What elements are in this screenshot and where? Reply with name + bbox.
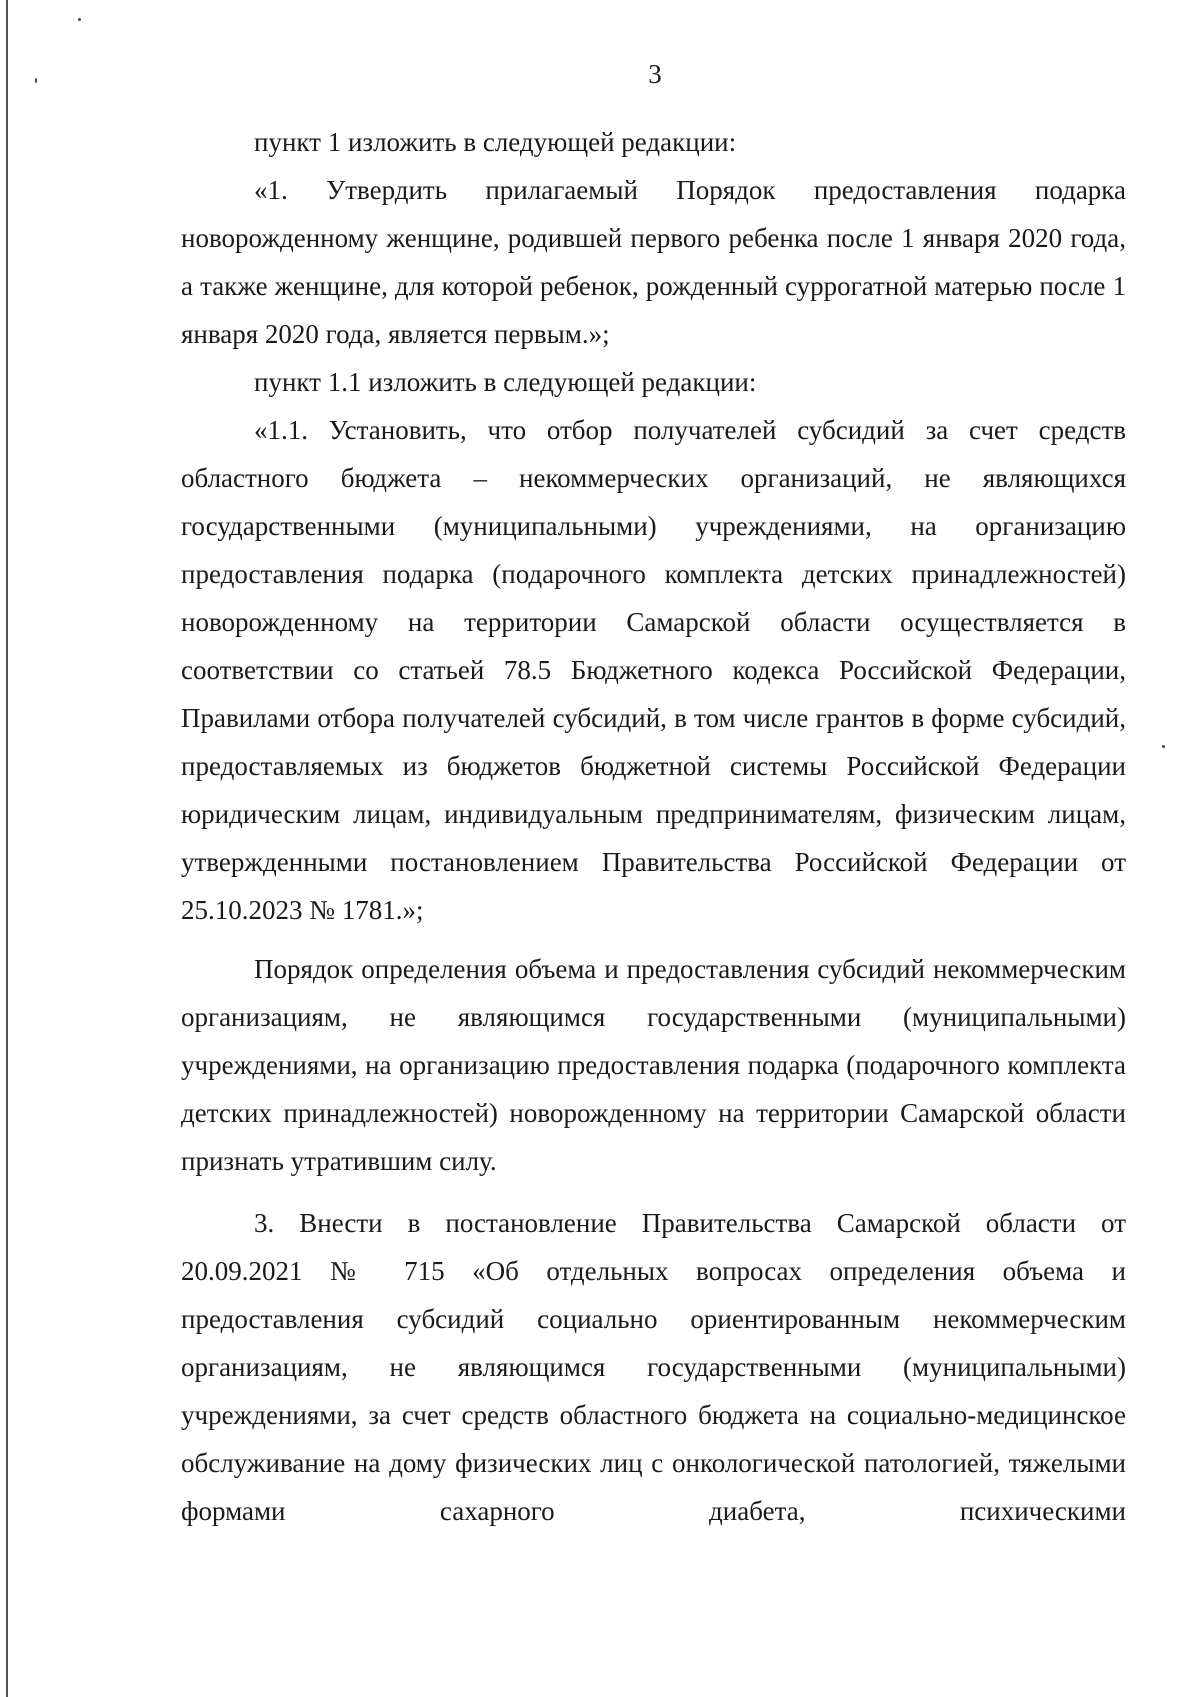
page-number: 3 — [648, 59, 662, 89]
paragraph: «1.1. Установить, что отбор получателей субсидий за счет средств областного бюджета – некоммерческих организаций, не являющихся государственными (муниципальными) учреждениями, на организацию предоставления подарка (подарочного комплекта детских принадлежностей) новорожденному на территории Самарской области осуществляется в соответствии со статьей 78.5 Бюджетного кодекса Российской Федерации, Правилами отбора получателей субсидий, в том числе грантов в форме субсидий, предоставляемых из бюджетов бюджетной системы Российской Федерации юридическим лицам, индивидуальным предпринимателям, физическим лицам, утвержденными постановлением Правительства Российской Федерации от 25.10.2023 № 1781.»; — [181, 415, 1126, 925]
paragraph: Порядок определения объема и предоставления субсидий некоммерческим организациям, не являющимся государственными (муниципальными) учреждениями, на организацию предоставления подарка (подарочного комплекта детских принадлежностей) новорожденному на территории Самарской области признать утратившим силу. — [181, 954, 1126, 1176]
scan-left-edge — [6, 0, 8, 1697]
paragraph: «1. Утвердить прилагаемый Порядок предоставления подарка новорожденному женщине, родившей первого ребенка после 1 января 2020 года, а также женщине, для которой ребенок, рожденный суррогатной матерью после 1 января 2020 года, является первым.»; — [181, 175, 1126, 349]
document-body — [181, 118, 1126, 1535]
scan-speck — [1162, 745, 1165, 748]
scan-speck — [78, 18, 81, 21]
paragraph: пункт 1.1 изложить в следующей редакции: — [254, 367, 757, 397]
paragraph: пункт 1 изложить в следующей редакции: — [254, 127, 737, 157]
paragraph: 3. Внести в постановление Правительства Самарской области от 20.09.2021 № 715 «Об отдельных вопросах определения объема и предоставления субсидий социально ориентированным некоммерческим организациям, не являющимся государственными (муниципальными) учреждениями, за счет средств областного бюджета на социально-медицинское обслуживание на дому физических лиц с онкологической патологией, тяжелыми формами сахарного диабета, психическими — [181, 1208, 1126, 1526]
